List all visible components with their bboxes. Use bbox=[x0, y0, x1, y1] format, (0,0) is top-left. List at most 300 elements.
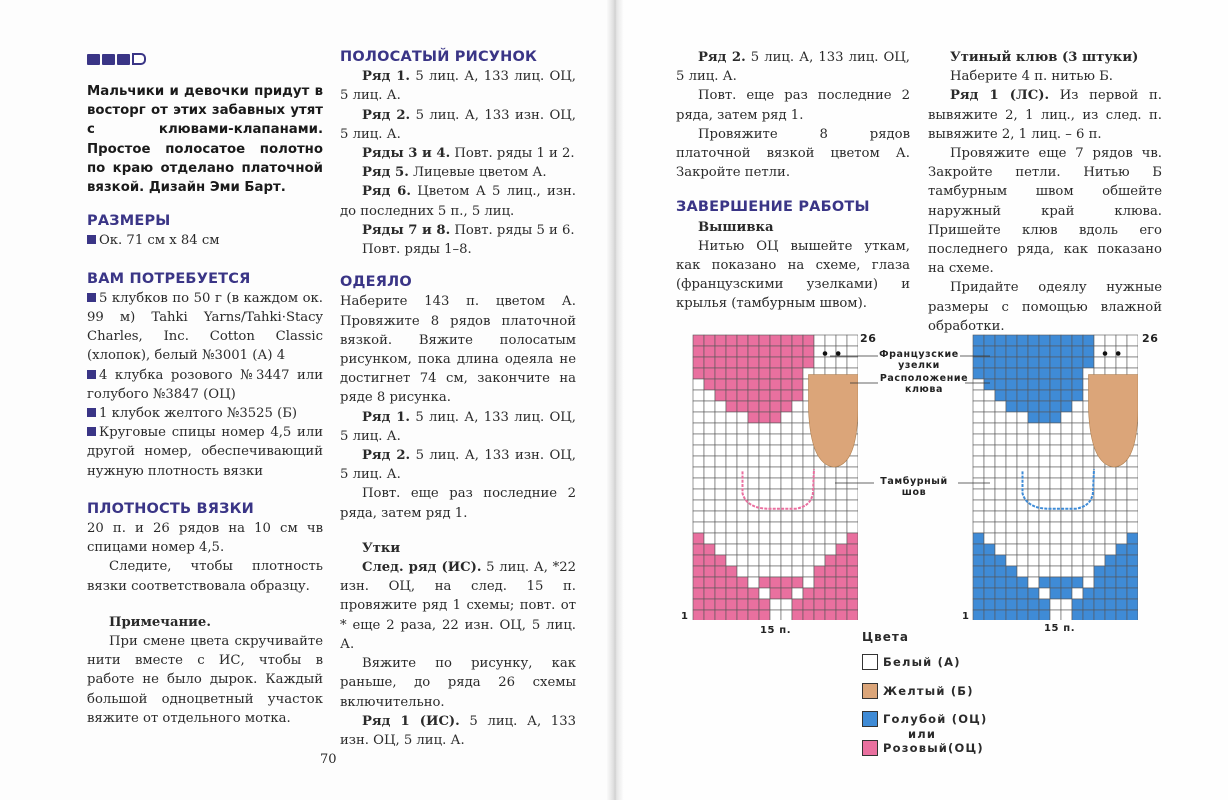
legend-title: Цвета bbox=[862, 630, 909, 644]
chart-cell bbox=[759, 445, 770, 456]
callout-beak: Расположение клюва bbox=[879, 373, 969, 395]
chart-cell bbox=[781, 577, 792, 588]
chart-cell bbox=[1061, 423, 1072, 434]
row-label-top: 26 bbox=[1142, 332, 1159, 345]
chart-cell bbox=[1028, 412, 1039, 423]
chart-cell bbox=[759, 357, 770, 368]
chart-cell bbox=[847, 599, 858, 610]
chart-cell bbox=[1072, 489, 1083, 500]
chart-cell bbox=[1072, 511, 1083, 522]
chart-cell bbox=[704, 533, 715, 544]
chart-cell bbox=[737, 368, 748, 379]
chart-cell bbox=[737, 522, 748, 533]
chart-cell bbox=[1039, 511, 1050, 522]
chart-cell bbox=[1028, 588, 1039, 599]
chart-cell bbox=[1050, 445, 1061, 456]
chart-cell bbox=[715, 533, 726, 544]
chart-cell bbox=[726, 522, 737, 533]
chart-cell bbox=[715, 434, 726, 445]
chart-cell bbox=[726, 500, 737, 511]
chart-cell bbox=[1105, 555, 1116, 566]
chart-cell bbox=[1006, 610, 1017, 620]
intro-text: Мальчики и девочки придут в восторг от этих забавных утят с клювами-клапанами. Простое полосатое полотно по краю отделано платочной вязкой. Дизайн Эми Барт. bbox=[87, 84, 323, 196]
chart-cell bbox=[704, 610, 715, 620]
chart-cell bbox=[1105, 511, 1116, 522]
chart-cell bbox=[1028, 566, 1039, 577]
chart-cell bbox=[847, 522, 858, 533]
chart-cell bbox=[1083, 335, 1094, 346]
row-label-bottom: 1 bbox=[681, 611, 689, 622]
beak-text: Придайте одеялу нужные размеры с помощью влажной обработки. bbox=[928, 280, 1162, 334]
chart-cell bbox=[693, 566, 704, 577]
beak-text: Наберите 4 п. нитью Б. bbox=[950, 69, 1113, 85]
chart-cell bbox=[1039, 533, 1050, 544]
chart-cell bbox=[792, 346, 803, 357]
needs-item: 4 клубка розового №3447 или голубого №3847 (ОЦ) bbox=[87, 367, 323, 402]
chart-cell bbox=[792, 456, 803, 467]
chart-cell bbox=[1127, 544, 1138, 555]
beak-text: Провяжите еще 7 рядов чв. Закройте петли. Нитью Б тамбурным швом обшейте наружный край клюва. Пришейте клюв вдоль его последнего ряда, как показано на схеме. bbox=[928, 146, 1162, 277]
chart-cell bbox=[1105, 335, 1116, 346]
chart-cell bbox=[770, 434, 781, 445]
chart-cell bbox=[1006, 401, 1017, 412]
chart-cell bbox=[737, 412, 748, 423]
chart-cell bbox=[737, 566, 748, 577]
chart-cell bbox=[1083, 555, 1094, 566]
chart-cell bbox=[759, 610, 770, 620]
chart-cell bbox=[825, 533, 836, 544]
chart-cell bbox=[726, 555, 737, 566]
chart-cell bbox=[803, 467, 814, 478]
chart-cell bbox=[814, 566, 825, 577]
chart-cell bbox=[1006, 346, 1017, 357]
chart-cell bbox=[1028, 401, 1039, 412]
chart-cell bbox=[704, 566, 715, 577]
chart-cell bbox=[984, 335, 995, 346]
chart-cell bbox=[1061, 390, 1072, 401]
chart-cell bbox=[726, 368, 737, 379]
chart-cell bbox=[770, 467, 781, 478]
chart-cell bbox=[1083, 610, 1094, 620]
chart-cell bbox=[792, 489, 803, 500]
bullet-icon bbox=[87, 370, 96, 379]
chart-cell bbox=[693, 423, 704, 434]
chart-cell bbox=[1061, 368, 1072, 379]
chart-cell bbox=[995, 368, 1006, 379]
chart-cell bbox=[1017, 599, 1028, 610]
chart-cell bbox=[1094, 577, 1105, 588]
right-repeat: Повт. еще раз последние 2 ряда, затем ряд 1. bbox=[676, 88, 910, 123]
chart-cell bbox=[759, 456, 770, 467]
chart-cell bbox=[1072, 577, 1083, 588]
note-text: При смене цвета скручивайте нити вместе с ИС, чтобы в работе не было дырок. Каждый большой одноцветный участок вяжите от отдельного мотка. bbox=[87, 634, 323, 726]
chart-cell bbox=[1116, 467, 1127, 478]
chart-cell bbox=[1083, 544, 1094, 555]
chart-cell bbox=[1083, 599, 1094, 610]
chart-cell bbox=[759, 577, 770, 588]
chart-cell bbox=[814, 478, 825, 489]
chart-cell bbox=[1028, 467, 1039, 478]
chart-cell bbox=[1072, 610, 1083, 620]
chart-cell bbox=[737, 478, 748, 489]
chart-cell bbox=[759, 489, 770, 500]
chart-cell bbox=[1050, 357, 1061, 368]
chart-cell bbox=[781, 544, 792, 555]
chart-cell bbox=[770, 544, 781, 555]
chart-cell bbox=[814, 577, 825, 588]
chart-cell bbox=[995, 401, 1006, 412]
chart-cell bbox=[737, 379, 748, 390]
chart-cell bbox=[1028, 533, 1039, 544]
chart-cell bbox=[704, 390, 715, 401]
bullet-icon bbox=[87, 293, 96, 302]
stripe-row: Ряды 7 и 8. Повт. ряды 5 и 6. bbox=[362, 222, 575, 238]
ducks-heading: Утки bbox=[362, 540, 401, 556]
chart-cell bbox=[1072, 533, 1083, 544]
chart-cell bbox=[792, 335, 803, 346]
chart-cell bbox=[748, 357, 759, 368]
chart-cell bbox=[748, 346, 759, 357]
chart-cell bbox=[847, 566, 858, 577]
chart-cell bbox=[792, 467, 803, 478]
chart-cell bbox=[995, 544, 1006, 555]
chart-cell bbox=[1127, 577, 1138, 588]
chart-cell bbox=[704, 445, 715, 456]
chart-cell bbox=[1050, 390, 1061, 401]
chart-cell bbox=[1028, 544, 1039, 555]
chart-cell bbox=[1072, 412, 1083, 423]
chart-cell bbox=[715, 335, 726, 346]
chart-cell bbox=[1105, 478, 1116, 489]
chart-cell bbox=[1105, 577, 1116, 588]
chart-cell bbox=[1083, 588, 1094, 599]
legend-pink: Розовый(ОЦ) bbox=[862, 740, 984, 756]
chart-cell bbox=[1083, 467, 1094, 478]
chart-cell bbox=[781, 401, 792, 412]
chart-cell bbox=[1006, 390, 1017, 401]
chart-cell bbox=[770, 577, 781, 588]
chart-cell bbox=[693, 610, 704, 620]
chart-cell bbox=[704, 599, 715, 610]
embroidery-text: Нитью ОЦ вышейте уткам, как показано на схеме, глаза (французскими узелками) и крылья (тамбурным швом). bbox=[676, 238, 910, 312]
chart-cell bbox=[1050, 456, 1061, 467]
chart-cell bbox=[1006, 522, 1017, 533]
chart-cell bbox=[995, 456, 1006, 467]
chart-cell bbox=[1028, 423, 1039, 434]
chart-cell bbox=[836, 511, 847, 522]
chart-cell bbox=[748, 390, 759, 401]
chart-cell bbox=[693, 368, 704, 379]
chart-cell bbox=[770, 412, 781, 423]
stripe-heading: ПОЛОСАТЫЙ РИСУНОК bbox=[340, 49, 538, 65]
chart-cell bbox=[1061, 456, 1072, 467]
chart-cell bbox=[1127, 533, 1138, 544]
chart-cell bbox=[1039, 357, 1050, 368]
chart-cell bbox=[748, 588, 759, 599]
bullet-icon bbox=[87, 408, 96, 417]
chart-cell bbox=[803, 511, 814, 522]
chart-cell bbox=[814, 357, 825, 368]
chart-cell bbox=[748, 379, 759, 390]
chart-cell bbox=[726, 544, 737, 555]
right-column-1 bbox=[676, 48, 910, 314]
chart-cell bbox=[715, 489, 726, 500]
chart-cell bbox=[737, 346, 748, 357]
chart-cell bbox=[759, 467, 770, 478]
chart-cell bbox=[825, 588, 836, 599]
chart-cell bbox=[1061, 555, 1072, 566]
chart-cell bbox=[781, 434, 792, 445]
chart-cell bbox=[693, 478, 704, 489]
chart-cell bbox=[715, 467, 726, 478]
chart-cell bbox=[1017, 478, 1028, 489]
chart-cell bbox=[781, 456, 792, 467]
chart-cell bbox=[781, 357, 792, 368]
chart-cell bbox=[748, 533, 759, 544]
chart-cell bbox=[803, 555, 814, 566]
chart-cell bbox=[748, 368, 759, 379]
chart-cell bbox=[693, 511, 704, 522]
chart-cell bbox=[803, 566, 814, 577]
chart-cell bbox=[1006, 500, 1017, 511]
chart-cell bbox=[1039, 599, 1050, 610]
chart-cell bbox=[792, 434, 803, 445]
chart-cell bbox=[781, 599, 792, 610]
chart-cell bbox=[704, 555, 715, 566]
chart-cell bbox=[1017, 445, 1028, 456]
chart-cell bbox=[1094, 522, 1105, 533]
chart-cell bbox=[1072, 368, 1083, 379]
chart-cell bbox=[770, 423, 781, 434]
knitting-chart-blue bbox=[972, 334, 1138, 620]
chart-cell bbox=[1105, 544, 1116, 555]
chart-cell bbox=[1050, 555, 1061, 566]
chart-cell bbox=[1116, 511, 1127, 522]
chart-cell bbox=[1105, 599, 1116, 610]
chart-cell bbox=[693, 533, 704, 544]
chart-cell bbox=[704, 511, 715, 522]
chart-cell bbox=[1127, 511, 1138, 522]
chart-cell bbox=[781, 522, 792, 533]
chart-cell bbox=[726, 599, 737, 610]
chart-cell bbox=[995, 566, 1006, 577]
chart-cell bbox=[1116, 588, 1127, 599]
chart-cell bbox=[726, 456, 737, 467]
stitch-count-label: 15 п. bbox=[1044, 623, 1076, 634]
chart-cell bbox=[1050, 401, 1061, 412]
chart-cell bbox=[1006, 566, 1017, 577]
chart-cell bbox=[759, 390, 770, 401]
chart-cell bbox=[1017, 544, 1028, 555]
chart-cell bbox=[1072, 467, 1083, 478]
chart-cell bbox=[847, 544, 858, 555]
beak-heading: Утиный клюв (3 штуки) bbox=[950, 50, 1139, 65]
chart-cell bbox=[1116, 335, 1127, 346]
chart-cell bbox=[1050, 335, 1061, 346]
chart-cell bbox=[715, 401, 726, 412]
chart-cell bbox=[704, 544, 715, 555]
chart-cell bbox=[759, 434, 770, 445]
chart-cell bbox=[726, 412, 737, 423]
chart-cell bbox=[1017, 368, 1028, 379]
chart-cell bbox=[1061, 577, 1072, 588]
chart-cell bbox=[1105, 467, 1116, 478]
chart-cell bbox=[1105, 610, 1116, 620]
chart-cell bbox=[748, 467, 759, 478]
chart-cell bbox=[693, 335, 704, 346]
blanket-heading: ОДЕЯЛО bbox=[340, 274, 412, 291]
chart-cell bbox=[814, 610, 825, 620]
chart-cell bbox=[726, 489, 737, 500]
chart-cell bbox=[1006, 489, 1017, 500]
chart-cell bbox=[748, 511, 759, 522]
chart-cell bbox=[1094, 511, 1105, 522]
chart-cell bbox=[1017, 379, 1028, 390]
chart-cell bbox=[803, 544, 814, 555]
chart-cell bbox=[770, 610, 781, 620]
chart-cell bbox=[1050, 467, 1061, 478]
swatch-yellow bbox=[862, 683, 878, 699]
chart-cell bbox=[1094, 467, 1105, 478]
chart-cell bbox=[847, 533, 858, 544]
chart-cell bbox=[1028, 522, 1039, 533]
chart-cell bbox=[1094, 346, 1105, 357]
chart-cell bbox=[1039, 434, 1050, 445]
chart-cell bbox=[995, 379, 1006, 390]
chart-cell bbox=[792, 412, 803, 423]
chart-cell bbox=[995, 357, 1006, 368]
chart-cell bbox=[1006, 555, 1017, 566]
legend-white: Белый (А) bbox=[862, 654, 961, 670]
chart-cell bbox=[995, 588, 1006, 599]
chart-cell bbox=[759, 412, 770, 423]
chart-cell bbox=[792, 588, 803, 599]
chart-cell bbox=[847, 577, 858, 588]
chart-cell bbox=[792, 478, 803, 489]
chart-cell bbox=[737, 335, 748, 346]
chart-cell bbox=[759, 566, 770, 577]
chart-cell bbox=[792, 390, 803, 401]
chart-cell bbox=[715, 390, 726, 401]
chart-cell bbox=[1050, 577, 1061, 588]
chart-cell bbox=[1116, 555, 1127, 566]
chart-cell bbox=[715, 566, 726, 577]
chart-cell bbox=[995, 500, 1006, 511]
chart-cell bbox=[1006, 599, 1017, 610]
chart-cell bbox=[1039, 456, 1050, 467]
chart-cell bbox=[748, 566, 759, 577]
chart-cell bbox=[781, 489, 792, 500]
chart-cell bbox=[1127, 335, 1138, 346]
chart-cell bbox=[1028, 511, 1039, 522]
chart-cell bbox=[704, 456, 715, 467]
chart-cell bbox=[704, 357, 715, 368]
chart-cell bbox=[781, 368, 792, 379]
chart-cell bbox=[1006, 511, 1017, 522]
chart-cell bbox=[1072, 478, 1083, 489]
chart-cell bbox=[973, 577, 984, 588]
chart-cell bbox=[770, 555, 781, 566]
chart-cell bbox=[737, 544, 748, 555]
chart-cell bbox=[1050, 533, 1061, 544]
chart-cell bbox=[1127, 478, 1138, 489]
chart-cell bbox=[836, 544, 847, 555]
gauge-text: 20 п. и 26 рядов на 10 см чв спицами номер 4,5. bbox=[87, 521, 323, 556]
chart-cell bbox=[715, 555, 726, 566]
swatch-pink bbox=[862, 740, 878, 756]
chart-cell bbox=[995, 467, 1006, 478]
chart-cell bbox=[726, 357, 737, 368]
right-column-2 bbox=[928, 48, 1162, 336]
chart-cell bbox=[704, 522, 715, 533]
chart-cell bbox=[1072, 434, 1083, 445]
chart-cell bbox=[814, 588, 825, 599]
chart-cell bbox=[1039, 390, 1050, 401]
legend-yellow: Желтый (Б) bbox=[862, 683, 974, 699]
chart-cell bbox=[759, 544, 770, 555]
chart-cell bbox=[1094, 544, 1105, 555]
sizes-heading: РАЗМЕРЫ bbox=[87, 213, 171, 230]
chart-cell bbox=[770, 478, 781, 489]
chart-cell bbox=[693, 456, 704, 467]
chart-cell bbox=[704, 500, 715, 511]
chart-cell bbox=[759, 379, 770, 390]
chart-cell bbox=[1083, 577, 1094, 588]
chart-cell bbox=[995, 445, 1006, 456]
needs-item: 1 клубок желтого №3525 (Б) bbox=[87, 404, 323, 423]
chart-cell bbox=[1072, 599, 1083, 610]
chart-cell bbox=[825, 555, 836, 566]
chart-cell bbox=[1061, 489, 1072, 500]
chart-cell bbox=[1050, 566, 1061, 577]
chart-cell bbox=[715, 412, 726, 423]
chart-cell bbox=[1116, 610, 1127, 620]
row-label-top: 26 bbox=[860, 332, 877, 345]
chart-cell bbox=[1006, 357, 1017, 368]
chart-cell bbox=[1127, 489, 1138, 500]
page-number: 70 bbox=[320, 752, 337, 767]
chart-cell bbox=[1028, 599, 1039, 610]
chart-cell bbox=[748, 489, 759, 500]
chart-cell bbox=[693, 522, 704, 533]
chart-cell bbox=[1050, 368, 1061, 379]
chart-cell bbox=[1094, 610, 1105, 620]
chart-cell bbox=[995, 478, 1006, 489]
chart-cell bbox=[748, 335, 759, 346]
chart-cell bbox=[759, 423, 770, 434]
chart-cell bbox=[1006, 467, 1017, 478]
chart-cell bbox=[781, 511, 792, 522]
chart-cell bbox=[1061, 434, 1072, 445]
chart-cell bbox=[836, 566, 847, 577]
chart-cell bbox=[737, 577, 748, 588]
chart-cell bbox=[781, 390, 792, 401]
chart-cell bbox=[693, 467, 704, 478]
right-row: Ряд 2. 5 лиц. А, 133 лиц. ОЦ, 5 лиц. А. bbox=[676, 50, 910, 85]
chart-cell bbox=[1116, 489, 1127, 500]
chart-cell bbox=[1105, 346, 1116, 357]
chart-cell bbox=[792, 599, 803, 610]
stripe-row: Ряд 6. Цветом А 5 лиц., изн. до последних 5 п., 5 лиц. bbox=[340, 184, 576, 219]
chart-cell bbox=[737, 533, 748, 544]
chart-cell bbox=[1061, 566, 1072, 577]
chart-cell bbox=[1028, 555, 1039, 566]
blanket-row: Ряд 1. 5 лиц. А, 133 лиц. ОЦ, 5 лиц. А. bbox=[340, 409, 576, 444]
chart-cell bbox=[1006, 445, 1017, 456]
chart-cell bbox=[1072, 588, 1083, 599]
chart-cell bbox=[715, 577, 726, 588]
stripe-row: Ряды 3 и 4. Повт. ряды 1 и 2. bbox=[362, 146, 575, 162]
